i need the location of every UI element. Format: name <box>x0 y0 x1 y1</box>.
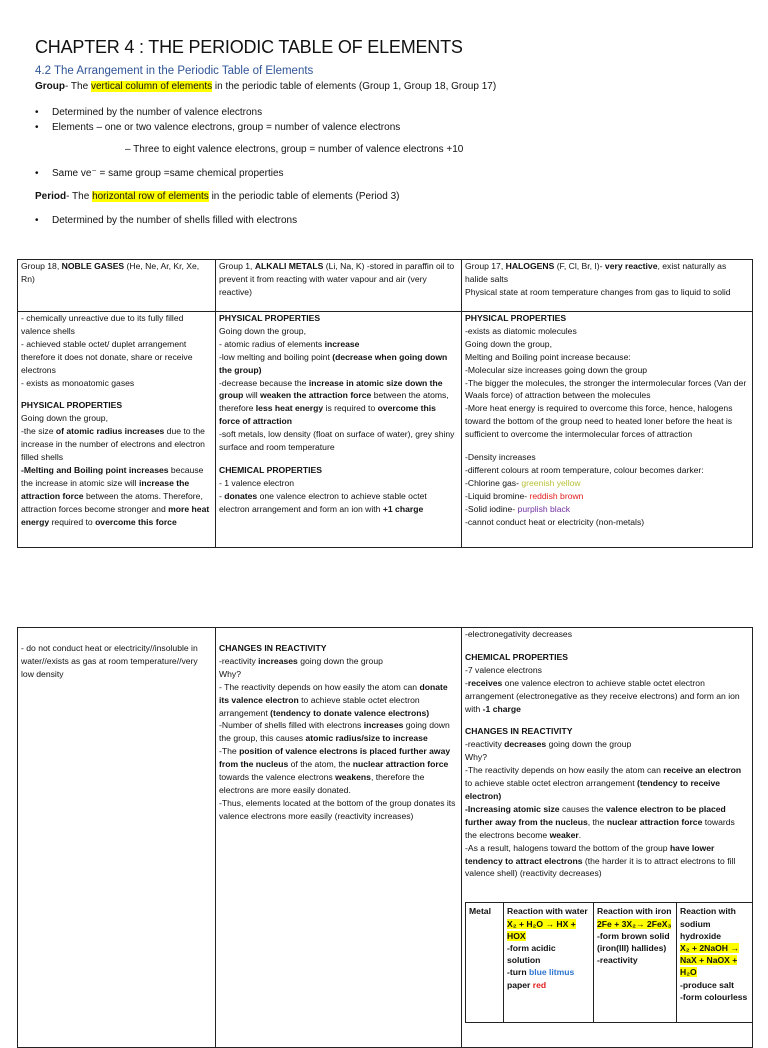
reaction-with-iron: Reaction with iron 2Fe + 3X₂→ 2FeX₃ -form brown solid (iron(III) hallides) -reactivity <box>594 903 677 1023</box>
groups-properties-table <box>17 259 753 548</box>
alkali-reactivity-cell: CHANGES IN REACTIVITY -reactivity increases going down the group Why? - The reactivity depends on how easily the atom can donate its valence electron to achieve stable octet electron arrangement (tendency to donate valence electrons) -Number of shells filled with electrons increases going down the group, this causes atomic radius/size to increase -The position of valence electrons is placed further away from the nucleus of the atom, the nuclear attraction force towards the valence electrons weakens, therefore the electrons are more easily donated. -Thus, elements located at the bottom of the group donates its valence electrons more easily (reactivity increases) <box>216 628 462 1048</box>
header-noble-gases: Group 18, NOBLE GASES (He, Ne, Ar, Kr, Xe, Rn) <box>18 260 216 312</box>
alkali-metals-cell: PHYSICAL PROPERTIES Going down the group, - atomic radius of elements increase -low melting and boiling point (decrease when going down the group) -decrease because the increase in atomic size down the group will weaken the attraction force between the atoms, therefore less heat energy is required to overcome this force of attraction -soft metals, low density (float on surface of water), grey shiny surface and room temperature CHEMICAL PROPERTIES - 1 valence electron - donates one valence electron to achieve stable octet electron arrangement and form an ion with +1 charge <box>216 312 462 548</box>
halogens-cell: PHYSICAL PROPERTIES -exists as diatomic molecules Going down the group, Melting and Boiling point increase because: -Molecular size increases going down the group -The bigger the molecules, the stronger the intermolecular forces (Van der Waals force) of attraction between the molecules -More heat energy is required to overcome this force, hence, halogens toward the bottom of the group need to heated loner before the heat is sufficient to overcome the intermolecular forces of attraction -Density increases -different colours at room temperature, colour becomes darker: -Chlorine gas- greenish yellow -Liquid bromine- reddish brown -Solid iodine- purplish black -cannot conduct heat or electricity (non-metals) <box>462 312 753 548</box>
section-subtitle: 4.2 The Arrangement in the Periodic Table of Elements <box>35 65 314 77</box>
period-definition: Period- The horizontal row of elements in the periodic table of elements (Period 3) <box>35 191 400 202</box>
bullet-item: • Elements – one or two valence electrons, group = number of valence electrons <box>35 122 401 133</box>
bullet-subline: – Three to eight valence electrons, group = number of valence electrons +10 <box>125 144 464 155</box>
bullet-item: • Determined by the number of valence electrons <box>35 107 263 118</box>
bullet-item: • Same ve⁻ = same group =same chemical properties <box>35 168 284 179</box>
metal-label: Metal <box>466 903 504 1023</box>
noble-gases-cell: - chemically unreactive due to its fully filled valence shells - achieved stable octet/ duplet arrangement therefore it does not donate, share or receive electrons - exists as monoatomic gases PHYSICAL PROPERTIES Going down the group, -the size of atomic radius increases due to the increase in the number of electrons and electron filled shells -Melting and Boiling point increases because the increase in atomic size will increase the attraction force between the atoms. Therefore, attraction forces become stronger and more heat energy required to overcome this force <box>18 312 216 548</box>
noble-gases-cell-continued: - do not conduct heat or electricity//insoluble in water//exists as gas at room temperature//very low density <box>18 628 216 1048</box>
reaction-with-sodium-hydroxide: Reaction with sodium hydroxide X₂ + 2NaOH → NaX + NaOX + H₂O -produce salt -form colourless <box>677 903 753 1023</box>
reaction-with-water: Reaction with water X₂ + H₂O → HX + HOX -form acidic solution -turn blue litmus paper red <box>504 903 594 1023</box>
chapter-title: CHAPTER 4 : THE PERIODIC TABLE OF ELEMENTS <box>35 37 463 57</box>
group-definition: Group- The vertical column of elements in the periodic table of elements (Group 1, Group 18, Group 17) <box>35 81 497 92</box>
bullet-item: • Determined by the number of shells filled with electrons <box>35 215 298 226</box>
groups-reactivity-table <box>17 627 753 1048</box>
halogens-reactivity-cell: -electronegativity decreases CHEMICAL PROPERTIES -7 valence electrons -receives one valence electron to achieve stable octet electron arrangement (electronegative as they receive electrons) and form an ion with -1 charge CHANGES IN REACTIVITY -reactivity decreases going down the group Why? -The reactivity depends on how easily the atom can receive an electron to achieve stable octet electron arrangement (tendency to receive electron) -Increasing atomic size causes the valence electron to be placed further away from the nucleus, the nuclear attraction force towards the electrons become weaker. -As a result, halogens toward the bottom of the group have lower tendency to attract electrons (the harder it is to attract electrons to fill valence shell) (reactivity decreases) Metal Reaction with water X₂ + H₂O → HX + HOX -form acidic solution -turn blue litmus paper red Reaction with iron 2Fe + 3X₂→ 2FeX₃ -form brown solid (iron(III) hallides) -reactivity Reaction with sodium hydroxide X₂ + 2NaOH → NaX + NaOX + H₂O -produce salt -form colourless <box>462 628 753 1048</box>
header-alkali-metals: Group 1, ALKALI METALS (Li, Na, K) -stored in paraffin oil to prevent it from reacting with water vapour and air (very reactive) <box>216 260 462 312</box>
header-halogens: Group 17, HALOGENS (F, Cl, Br, I)- very reactive, exist naturally as halide salts Physical state at room temperature changes from gas to liquid to solid <box>462 260 753 312</box>
halogen-reactions-table <box>465 902 753 1023</box>
